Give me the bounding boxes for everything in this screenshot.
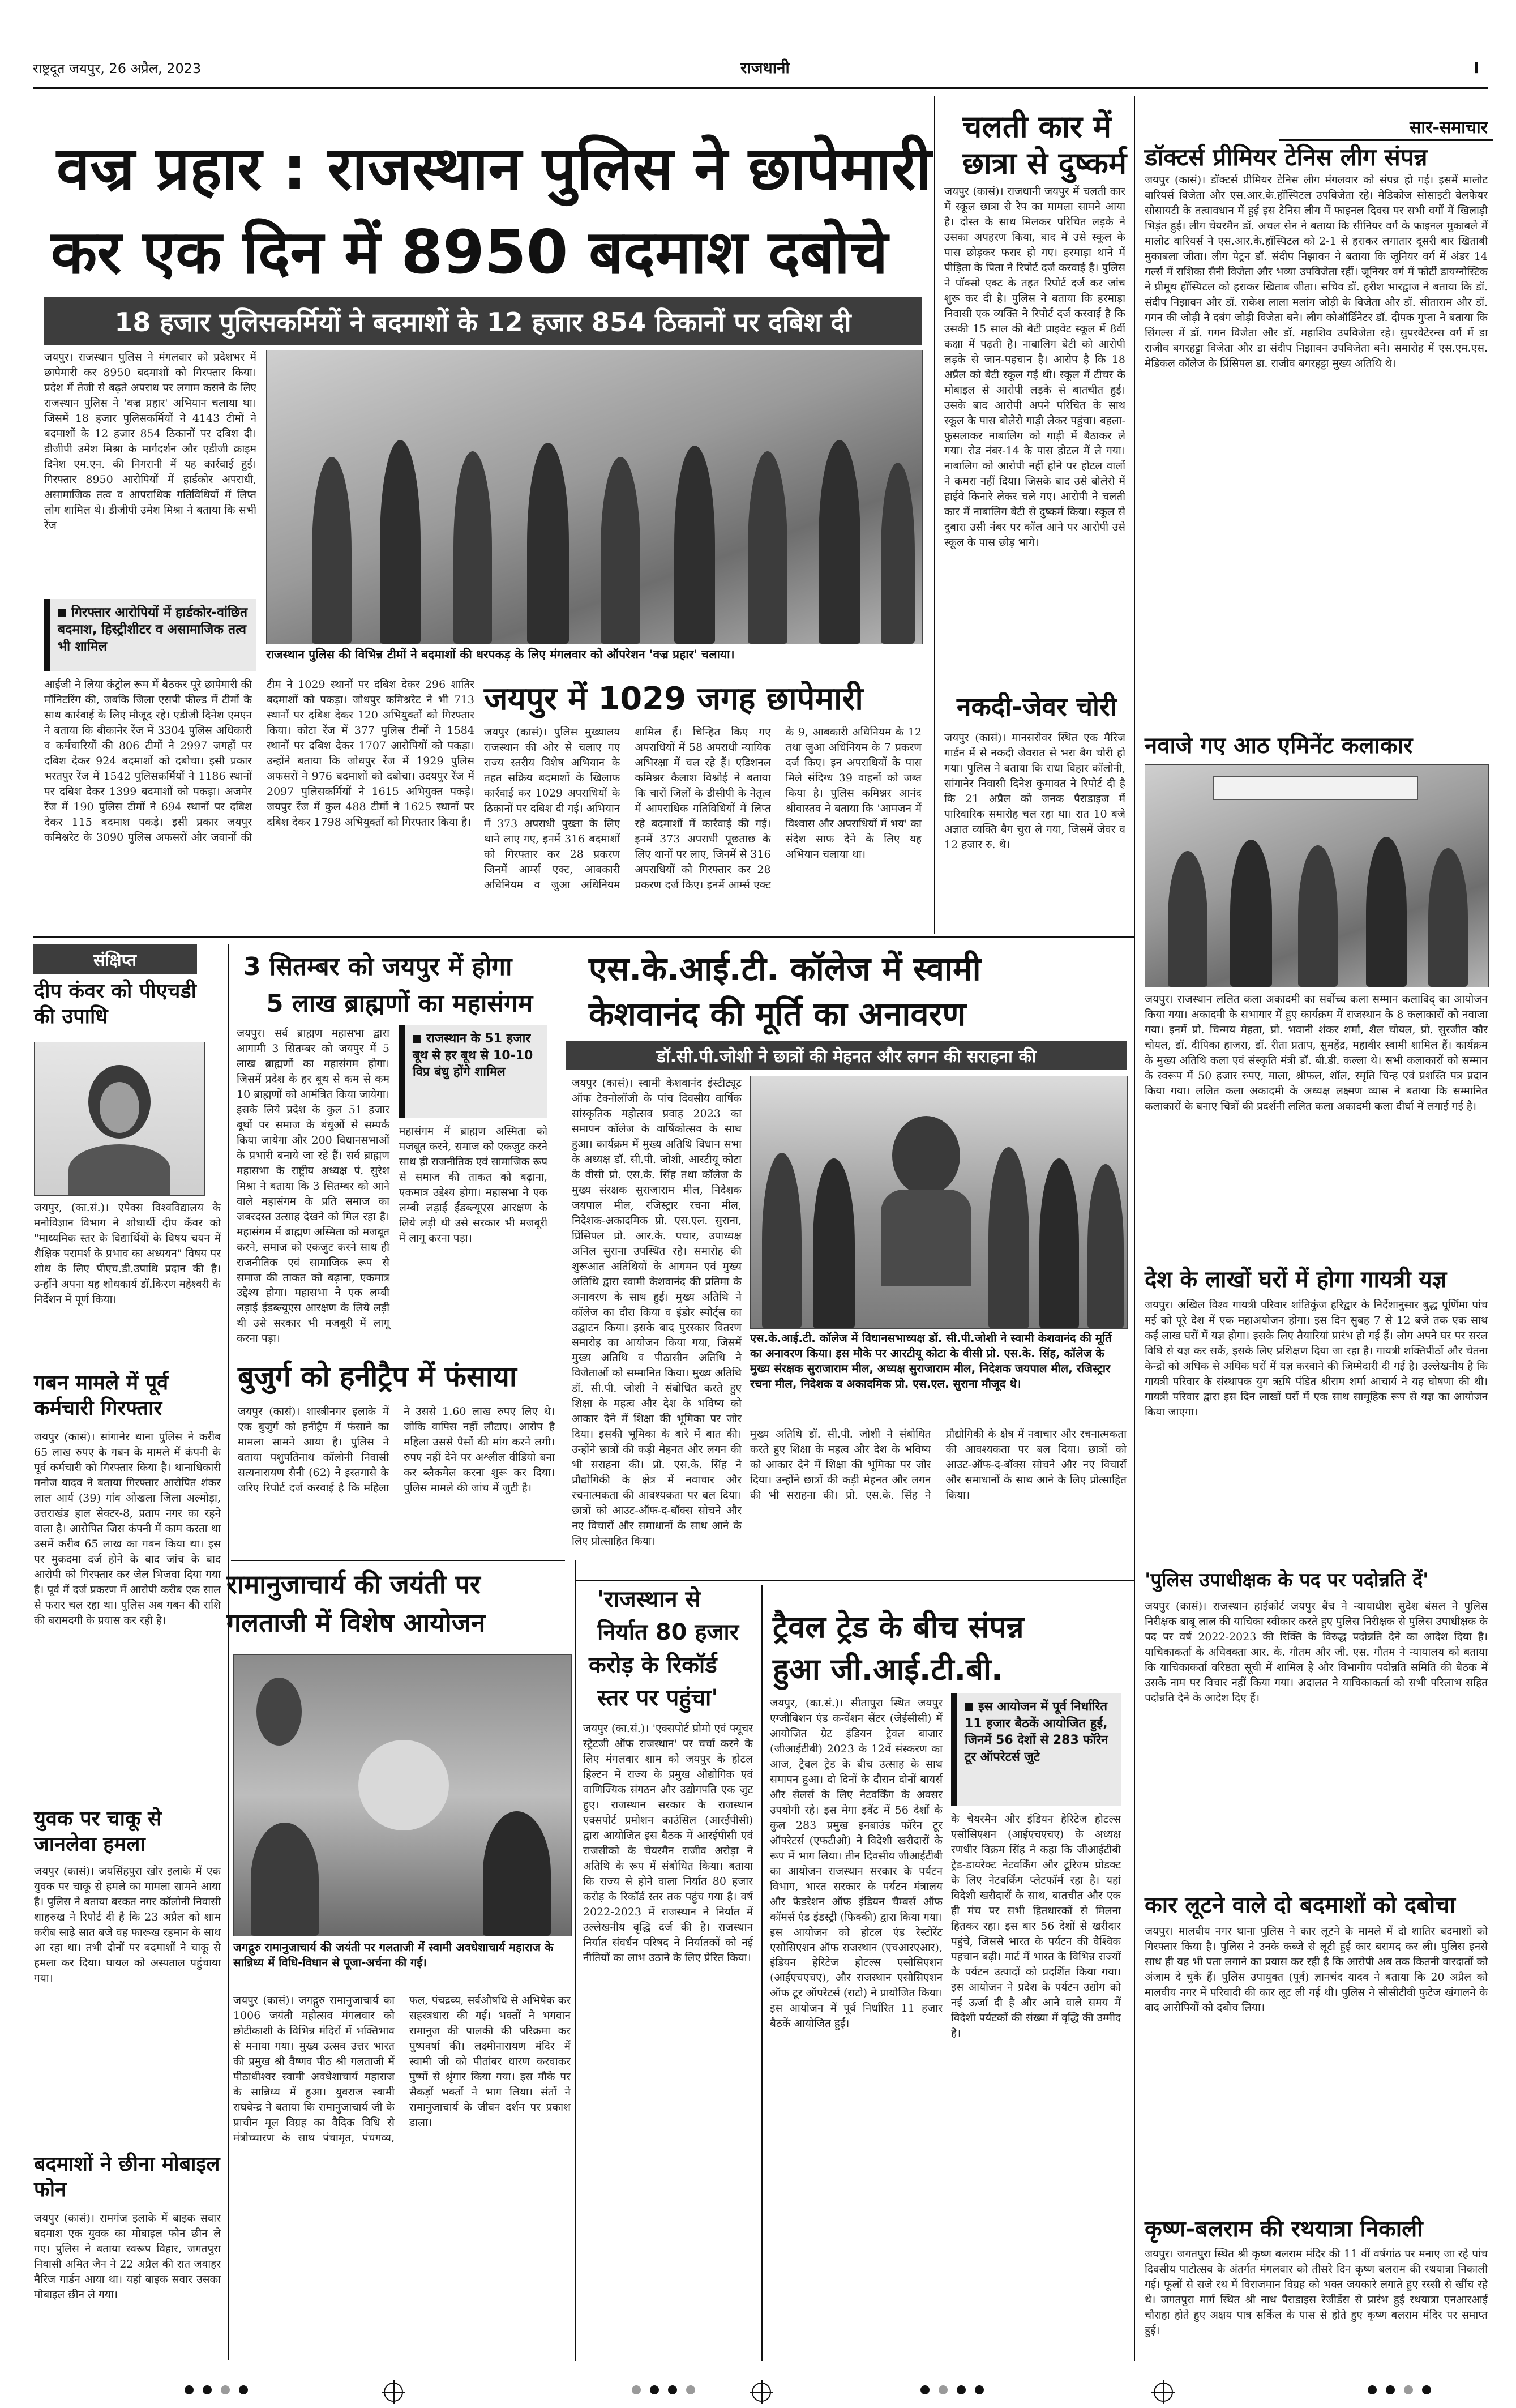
sankshipt-label: संक्षिप्त (33, 944, 197, 974)
lead-subhead: गिरफ्तार आरोपियों में हार्डकोर-वांछित बदमाश, हिस्ट्रीशीटर व असामाजिक तत्व भी शामिल (44, 599, 256, 671)
sar-samachar-label: सार-समाचार (1279, 113, 1493, 141)
mobile-headline: बदमाशों ने छीना मोबाइल फोन (34, 2153, 220, 2201)
keshavanand-rule (575, 1580, 1134, 1581)
deep-kanwar-photo (34, 1042, 205, 1196)
honeytrap-rule (231, 1560, 565, 1561)
keshavanand-headline-2: केशवानंद की मूर्ति का अनावरण (589, 995, 966, 1033)
cash-theft-body: जयपुर (कासं)। मानसरोवर स्थित एक मैरिज गार्डन में से नकदी जेवरात से भरा बैग चोरी हो गया। पुलिस ने बताया कि राधा विहार कॉलोनी, सांगानेर निवासी दिनेश कुमावत ने रिपोर्ट दी है कि 21 अप्रैल को जनक पैराडाइज में पारिवारिक समारोह चल रहा था। रात 10 बजे अज्ञात व्यक्ति बैग चुरा ले गया, जिसमें जेवर व 12 हजार रु. थे। (944, 732, 1125, 851)
honeytrap-body: जयपुर (कासं)। शास्त्रीनगर इलाके में एक बुजुर्ग को हनीट्रैप में फंसाने का मामला सामने आया है। पुलिस ने बताया पशुपतिनाथ कॉलोनी निवासी सत्यनारायण सैनी (62) ने इस्तगासे के जरिए रिपोर्ट दर्ज करवाई है कि महिला ने उससे 1.60 लाख रुपए लिए थे। जोकि वापिस नहीं लौटाए। आरोप है महिला उससे पैसों की मांग करने लगी। रुपए नहीं देने पर अश्लील वीडियो बना कर ब्लैकमेल करना शुरू कर दिया। पुलिस मामले की जांच में जुटी है। (238, 1405, 555, 1494)
footer-dots-left (180, 2385, 252, 2397)
brahmin-body: जयपुर। सर्व ब्राह्मण महासभा द्वारा आगामी 3 सितम्बर को जयपुर में 5 लाख ब्राह्मणों का महासंगम होगा। जिसमें प्रदेश के हर बूथ से कम से कम 10 ब्राह्मणों को आमंत्रित किया जायेगा। इसके लिये प्रदेश के कुल 51 हजार बूथों पर समाज के बंधुओं से सम्पर्क किया जायेगा और 200 विधानसभाओं के प्रभारी बनाये जा रहे हैं। सर्व ब्राह्मण महासभा के राष्ट्रीय अध्यक्ष पं. सुरेश मिश्रा ने बताया कि 3 सितम्बर को आने वाले महासंगम के प्रति समाज का जबरदस्त उत्साह देखने को मिल रहा है। महासंगम में ब्राह्मण अस्मिता को मजबूत करने, समाज को एकजुट करने साथ ही राजनीतिक एवं सामाजिक रूप से समाज की ताकत को बढ़ाना, एकमात्र उद्देश्य होगा। महासभा ने एक लम्बी लड़ाई ईडब्ल्यूएस आरक्षण के लिये लड़ी थी उसे सरकार भी मजबूरी में लागू करना पड़ा। (237, 1027, 389, 1345)
ramanuj-headline-1: रामानुजाचार्य की जयंती पर (226, 1569, 481, 1599)
brahmin-box: राजस्थान के 51 हजार बूथ से हर बूथ से 10-10 विप्र बंधु होंगे शामिल (399, 1025, 547, 1118)
column-rule-5 (761, 1585, 763, 2361)
export-body: जयपुर (का.सं.)। 'एक्सपोर्ट प्रोमो एवं फ्यूचर स्ट्रेटजी ऑफ राजस्थान' पर चर्चा करने के लिए मंगलवार शाम को जयपुर के होटल हिल्टन में राज्य के प्रमुख औद्योगिक एवं वाणिज्यिक संगठन और उद्योगपति एक जुट हुए। राजस्थान सरकार के राजस्थान एक्सपोर्ट प्रमोशन काउंसिल (आरईपीसी) द्वारा आयोजित इस बैठक में आरईपीसी एवं राजसीको के चेयरमैन राजीव अरोड़ा ने अतिथि के रूप में संबोधित किया। बताया कि राज्य से होने वाला निर्यात 80 हजार करोड़ के रिकॉर्ड स्तर तक पहुंच गया है। वर्ष 2022-2023 में राजस्थान ने निर्यात में उल्लेखनीय वृद्धि दर्ज की है। राजस्थान निर्यात संवर्धन परिषद ने निर्यातकों को नई नीतियों का लाभ उठाने के लिए प्रेरित किया। (583, 1722, 753, 1964)
rath-body: जयपुर। जगतपुरा स्थित श्री कृष्ण बलराम मंदिर की 11 वीं वर्षगांठ पर मनाए जा रहे पांच दिवसीय पाटोत्सव के अंतर्गत मंगलवार को तीसरे दिन कृष्ण बलराम की रथयात्रा निकाली गई। फूलों से सजे रथ में विराजमान विग्रह को भक्त जयकारे लगाते हुए रस्सी से खींच रहे थे। जगतपुरा मार्ग स्थित श्री नाथ पैराडाइस रेजीडेंस से प्रारंभ हुई रथयात्रा एनआरआई चौराहा होते हुए अक्षय पात्र सर्किल के पास से होते हुए कृष्ण बलराम मंदिर पर समाप्त हुई। (1145, 2248, 1488, 2337)
jaipur-raid-headline: जयपुर में 1029 जगह छापेमारी (484, 681, 863, 717)
loot-headline: कार लूटने वाले दो बदमाशों को दबोचा (1145, 1892, 1455, 1918)
car-molest-body: जयपुर (कासं)। राजधानी जयपुर में चलती कार में स्कूल छात्रा से रेप का मामला सामने आया है। दोस्त के साथ मिलकर परिचित लड़के ने उसका अपहरण किया, बाद में उसे स्कूल के पास छोड़कर फरार हो गए। हरमाड़ा थाने में पीड़िता के पिता ने रिपोर्ट दर्ज करवाई है। पुलिस ने पॉक्सो एक्ट के तहत रिपोर्ट दर्ज कर जांच शुरू कर दी है। पुलिस ने बताया कि हरमाड़ा निवासी एक व्यक्ति ने रिपोर्ट दर्ज करवाई है कि उसकी 15 साल की बेटी प्राइवेट स्कूल में 8वीं कक्षा में पढ़ती है। नाबालिग बेटी को आरोपी लड़के से जान-पहचान है। आरोप है कि 18 अप्रैल को बेटी स्कूल गई थी। स्कूल में टीचर के मोबाइल से आरोपी लड़के से बातचीत हुई। उसके बाद आरोपी अपने परिचित के साथ स्कूल के पास बोलेरो गाड़ी लेकर पहुंचा। बहला-फुसलाकर नाबालिग को गाड़ी में बैठाकर ले गया। रोड नंबर-14 के पास होटल में ले गया। नाबालिग को आरोपी नहीं होने पर होटल वालों ने कमरा नहीं दिया। जिसके बाद उसे बोलेरो में हाईवे किनारे लेकर चले गए। आरोपी ने चलती कार में नाबालिग बेटी से दुष्कर्म किया। स्कूल से दुबारा उसी नंबर पर कॉल आने पर आरोपी उसे स्कूल के पास छोड़ भागे। (944, 185, 1125, 549)
tennis-body: जयपुर (कासं)। डॉक्टर्स प्रीमियर टेनिस लीग मंगलवार को संपन्न हो गई। इसमें मालोट वारियर्स विजेता और एस.आर.के.हॉस्पिटल उपविजेता रहे। मेडिकोज सोसाइटी वेलफेयर सोसायटी के तत्वावधान में हुई इस टेनिस लीग में फाइनल दिवस पर सभी वर्गों में खिलाड़ी भिड़ंत हुई। लीग चेयरमैन डॉ. अचल सेन ने बताया कि सीनियर वर्ग के फाइनल मुकाबले में मालोट वारियर्स ने एस.आर.के.हॉस्पिटल को 2-1 से हराकर लगातार दूसरी बार खिताबी मुकाबला जीता। लीग पेट्रन डॉ. संदीप निझावन ने बताया कि जूनियर वर्ग में अंडर 14 गर्ल्स में राशिका सैनी विजेता और भव्या उपविजेता रहीं। जूनियर वर्ग में फोर्टी डायग्नोस्टिक ने प्रीमूथ हॉस्पिटल को हराकर खिताब जीता। सचिव डॉ. हरीश भारद्वाज ने बताया कि डॉ. संदीप निझावन और डॉ. राकेश लाला मलांग जोड़ी के विजेता और डॉ. सीताराम और डॉ. गगन की जोड़ी ने दबंग जोड़ी विजेता बने। लीग कोऑर्डिनेटर डॉ. दीपक गुप्ता ने बताया कि सिंगल्स में डॉ. गगन विजेता और डॉ. महाशिव उपविजेता रहे। सुपरवेटेरन्स वर्ग में डा राजीव बगरहट्टा विजेता और डा संदीप निझावन उपविजेता बने। समारोह में एस.एम.एस. मेडिकल कॉलेज के प्रिंसिपल डा. राजीव बगरहट्टा मुख्य अतिथि थे। (1145, 174, 1488, 370)
lead-body-2: आईजी ने लिया कंट्रोल रूम में बैठकर पूरे छापेमारी की मॉनिटरिंग की, जबकि जिला एसपी फील्ड में टीमों के साथ कार्रवाई के लिए मौजूद रहे। एडीजी दिनेश एमएन ने बताया कि बीकानेर रेंज में 3304 पुलिस अधिकारी व कर्मचारियों की 806 टीमों ने 2997 जगहों पर दबिश देकर 924 बदमाशों को दबोचा। इसी प्रकार भरतपुर रेंज में 1542 पुलिसकर्मियों ने 1186 स्थानों पर दबिश देकर 1399 बदमाशों को पकड़ा। अजमेर रेंज में 190 पुलिस टीमों ने 694 स्थानों पर दबिश देकर 115 बदमाश पकड़े। इसी प्रकार जयपुर कमिश्नरेट के 3090 पुलिस अफसरों और जवानों की टीम ने 1029 स्थानों पर दबिश देकर 296 शातिर बदमाशों को पकड़ा। जोधपुर कमिश्नरेट ने भी 713 स्थानों पर दबिश देकर 120 अभियुक्तों को गिरफ्तार किया। कोटा रेंज में 377 पुलिस टीमों ने 1584 स्थानों पर दबिश देकर 1707 आरोपियों को पकड़ा। उन्होंने बताया कि जोधपुर रेंज में 1929 पुलिस अफसरों ने 976 बदमाशों को दबोचा। उदयपुर रेंज में 2097 पुलिसकर्मियों ने 1615 अभियुक्त पकड़े। जयपुर रेंज में कुल 488 टीमों ने 1625 स्थानों पर दबिश देकर 1798 अभियुक्तों को गिरफ्तार किया है। (44, 678, 474, 844)
lead-headline-2: कर एक दिन में 8950 बदमाश दबोचे (51, 217, 888, 287)
phd-body: जयपुर, (का.सं.)। एपेक्स विश्वविद्यालय के मनोविज्ञान विभाग ने शोधार्थी दीप कँवर को "माध्यमिक स्तर के विद्यार्थियों के विषय चयन में शैक्षिक परामर्श के प्रभाव का अध्ययन" विषय पर शोध के लिए पीएच.डी.उपाधि प्रदान की है। उन्होंने अपना यह शोधकार्य डॉ.किरण महेश्वरी के निर्देशन में पूर्ण किया। (34, 1201, 221, 1306)
bullet-square (965, 1703, 973, 1711)
column-rule-4 (575, 1560, 576, 2361)
knife-body: जयपुर (कासं)। जयसिंहपुरा खोर इलाके में एक युवक पर चाकू से हमले का मामला सामने आया है। पुलिस ने बताया बरकत नगर कॉलोनी निवासी शाहरुख ने रिपोर्ट दी है कि 23 अप्रैल को शाम करीब साढ़े सात बजे वह फारूख रहमान के साथ आ रहा था। तभी दोनों पर बदमाशों ने चाकू से हमला कर दिया। घायल को अस्पताल पहुंचाया गया। (34, 1865, 221, 1984)
header-rule (33, 87, 1488, 89)
travel-box: इस आयोजन में पूर्व निर्धारित 11 हजार बैठकें आयोजित हुईं, जिनमें 56 देशों से 283 फॉरेन टूर ऑपरेटर्स जुटे (951, 1693, 1121, 1806)
footer-dots-far-right (1363, 2385, 1436, 2397)
awards-body: जयपुर। राजस्थान ललित कला अकादमी का सर्वोच्च कला सम्मान कलाविद् का आयोजन किया गया। अकादमी के सभागार में हुए कार्यक्रम में राजस्थान के 8 कलाकारों को नवाजा गया। इनमें प्रो. चिन्मय मेहता, प्रो. भवानी शंकर शर्मा, शैल चोयल, प्रो. सुरजीत कौर चोयल, डॉ. दीपिका हाजरा, डॉ. रीता प्रताप, सुमहेंद्र, महावीर स्वामी शामिल हैं। कार्यक्रम के मुख्य अतिथि कला एवं संस्कृति मंत्री डॉ. बी.डी. कल्ला थे। सभी कलाकारों को सम्मान के स्वरूप में 50 हजार रुपए, माला, श्रीफल, शॉल, स्मृति चिन्ह एवं प्रशस्ति पत्र प्रदान किया गया। ललित कला अकादमी के अध्यक्ष लक्ष्मण व्यास ने बताया कि सम्मानित कलाकारों के बनाए चित्रों की प्रदर्शनी ललित कला अकादमी कला दीर्घा में लगाई गई है। (1145, 993, 1488, 1113)
honeytrap-headline: बुजुर्ग को हनीट्रैप में फंसाया (238, 1360, 517, 1393)
embezzle-body: जयपुर (कासं)। सांगानेर थाना पुलिस ने करीब 65 लाख रुपए के गबन के मामले में कंपनी के पूर्व कर्मचारी को गिरफ्तार किया है। थानाधिकारी मनोज यादव ने बताया गिरफ्तार आरोपित शंकर लाल आर्य (39) गांव ओखला जिला अल्मोड़ा, उत्तराखंड हाल सेक्टर-8, प्रताप नगर का रहने वाला है। आरोपित जिस कंपनी में काम करता था उसमें करीब 65 लाख का गबन किया था। इस पर मुकदमा दर्ज होने के बाद जांच के बाद आरोपी को गिरफ्तार कर जेल भिजवा दिया गया है। पूर्व में दर्ज प्रकरण में आरोपी करीब एक साल से फरार चल रहा था। पुलिस अब गबन की राशि की बरामदगी के प्रयास कर रही है। (34, 1431, 221, 1627)
car-molest-headline-1: चलती कार में (962, 109, 1112, 144)
gayatri-headline: देश के लाखों घरों में होगा गायत्री यज्ञ (1145, 1267, 1447, 1293)
column-rule-2 (1134, 96, 1135, 2361)
export-headline-1: 'राजस्थान से (597, 1586, 701, 1613)
footer-dots-right (916, 2385, 988, 2397)
ramanuj-headline-2: गलताजी में विशेष आयोजन (226, 1607, 486, 1638)
tennis-headline: डॉक्टर्स प्रीमियर टेनिस लीग संपन्न (1145, 143, 1428, 171)
travel-body: जयपुर, (का.सं.)। सीतापुरा स्थित जयपुर एग्जीबिशन एंड कन्वेंशन सेंटर (जेईसीसी) में आयोजित ग्रेट इंडियन ट्रेवल बाजार (जीआईटीबी) 2023 के 12वें संस्करण का आज, ट्रैवल ट्रेड के बीच उत्साह के साथ समापन हुआ। दो दिनों के दौरान दोनों बायर्स और सेलर्स के लिए नेटवर्किंग के अवसर उपयोगी रहे। इस मेगा इवेंट में 56 देशों के कुल 283 प्रमुख इनबाउंड फॉरेन टूर ऑपरेटर्स (एफटीओ) ने विदेशी खरीदारों के रूप में भाग लिया। तीन दिवसीय जीआईटीबी का आयोजन राजस्थान सरकार के पर्यटन विभाग, भारत सरकार के पर्यटन मंत्रालय और फेडरेशन ऑफ इंडियन चैम्बर्स ऑफ कॉमर्स एंड इंडस्ट्री (फिक्की) द्वारा किया गया। इस आयोजन को होटल एंड रेस्टोरेंट एसोसिएशन ऑफ राजस्थान (एचआरएआर), इंडियन हेरिटेज होटल्स एसोसिएशन (आईएचएचए), और राजस्थान एसोसिएशन ऑफ टूर ऑपरेटर्स (राटो) ने प्रायोजित किया। इस आयोजन में पूर्व निर्धारित 11 हजार बैठकें आयोजित हुईं। (770, 1697, 943, 2030)
police-photo-caption: राजस्थान पुलिस की विभिन्न टीमों ने बदमाशों की धरपकड़ के लिए मंगलवार को ऑपरेशन 'वज्र प्रहार' चलाया। (266, 648, 735, 661)
brahmin-body-2: महासंगम में ब्राह्मण अस्मिता को मजबूत करने, समाज को एकजुट करने साथ ही राजनीतिक एवं सामाजिक रूप से समाज की ताकत को बढ़ाना, एकमात्र उद्देश्य होगा। महासभा ने एक लम्बी लड़ाई ईडब्ल्यूएस आरक्षण के लिये लड़ी थी उसे सरकार भी मजबूरी में लागू करना पड़ा। (399, 1125, 547, 1244)
cash-theft-headline: नकदी-जेवर चोरी (957, 691, 1117, 722)
export-headline-4: स्तर पर पहुंचा' (597, 1685, 718, 1711)
registration-mark-center (752, 2383, 771, 2404)
keshavanand-photo-caption: एस.के.आई.टी. कॉलेज में विधानसभाध्यक्ष डॉ. सी.पी.जोशी ने स्वामी केशवानंद की मूर्ति का अनावरण किया। इस मौके पर आरटीयू कोटा के वीसी प्रो. एस.के. सिंह, कॉलेज के मुख्य संरक्षक सुराजाराम मील, अध्यक्ष सुराजाराम मील, निदेशक जयपाल मील, रजिस्ट्रार रचना मील, निदेशक व अकादमिक प्रो. एस.एल. सुराना मौजूद थे। (750, 1331, 1112, 1391)
keshavanand-body-col1: जयपुर (कासं)। स्वामी केशवानंद इंस्टीट्यूट ऑफ टेक्नोलॉजी के पांच दिवसीय वार्षिक सांस्कृतिक महोत्सव प्रवाह 2023 का समापन कॉलेज के वार्षिकोत्सव के साथ हुआ। कार्यक्रम में मुख्य अतिथि विधान सभा के अध्यक्ष डॉ. सी.पी. जोशी, आरटीयू कोटा के वीसी प्रो. एस.के. सिंह तथा कॉलेज के मुख्य संरक्षक सुराजाराम मील, निदेशक जयपाल मील, रजिस्ट्रार रचना मील, निदेशक-अकादमिक प्रो. एस.एल. सुराना, प्रिंसिपल प्रो. आर.के. पचार, उपाध्यक्ष अनिल सुराना उपस्थित रहे। समारोह की शुरूआत अतिथियों के आगमन एवं मुख्य अतिथि द्वारा स्वामी केशवानंद की प्रतिमा के अनावरण के साथ हुई। मुख्य अतिथि ने कॉलेज का दौरा किया व इंडोर स्पोर्ट्स का उद्घाटन किया। इसके बाद पुरस्कार वितरण समारोह का आयोजन किया गया, जिसमें मुख्य अतिथि व पीठासीन अतिथि ने विजेताओं को सम्मानित किया। मुख्य अतिथि डॉ. सी.पी. जोशी ने संबोधित करते हुए शिक्षा के महत्व और देश के भविष्य को आकार देने में शिक्षा की भूमिका पर जोर दिया। इसकी भूमिका के बारे में बात की। उन्होंने छात्रों की कड़ी मेहनत और लगन की भी सराहना की। प्रो. एस.के. सिंह ने प्रौद्योगिकी के क्षेत्र में नवाचार और रचनात्मकता की आवश्यकता पर बल दिया। छात्रों को आउट-ऑफ-द-बॉक्स सोचने और नए विचारों और समाधानों के साथ आने के लिए प्रोत्साहित किया। (572, 1077, 742, 1548)
lead-headline-1: वज्र प्रहार : राजस्थान पुलिस ने छापेमारी (57, 134, 932, 203)
footer-marks (33, 2381, 1488, 2403)
registration-mark-left (384, 2383, 403, 2404)
travel-body-2: के चेयरमैन और इंडियन हेरिटेज होटल्स एसोसिएशन (आईएचएचए) के अध्यक्ष रणधीर विक्रम सिंह ने कहा कि जीआईटीबी ट्रेड-डायरेक्ट नेटवर्किंग और टूरिज्म प्रोडक्ट के लिए नेटवर्किंग प्लेटफॉर्म रहा है। यहां विदेशी खरीदारों के साथ, बातचीत और एक ही मंच पर सभी हितधारकों से मिलना हितकर रहा। इस बार 56 देशों से खरीदार पहुंचे, जिससे भारत के पर्यटन की वैश्विक पहचान बढ़ी। मार्ट में भारत के विभिन्न राज्यों के पर्यटन उत्पादों को प्रदर्शित किया गया। इस आयोजन ने प्रदेश के पर्यटन उद्योग को नई ऊर्जा दी है और आने वाले समय में विदेशी पर्यटकों की संख्या में वृद्धि की उम्मीद है। (951, 1813, 1121, 2039)
column-rule-3 (228, 944, 229, 2360)
travel-headline-1: ट्रैवल ट्रेड के बीच संपन्न (773, 1609, 1024, 1645)
export-headline-3: करोड़ के रिकॉर्ड (589, 1652, 717, 1678)
embezzle-headline: गबन मामले में पूर्व कर्मचारी गिरफ्तार (34, 1371, 169, 1420)
keshavanand-headline-1: एस.के.आई.टी. कॉलेज में स्वामी (589, 949, 981, 988)
police-promotion-headline: 'पुलिस उपाधीक्षक के पद पर पदोन्नति दें' (1145, 1569, 1429, 1592)
mobile-body: जयपुर (कासं)। रामगंज इलाके में बाइक सवार बदमाश एक युवक का मोबाइल फोन छीन ले गए। पुलिस ने बताया स्वरूप विहार, जगतपुरा निवासी अमित जैन ने 22 अप्रैल की रात जवाहर मैरिज गार्डन आया था। यहां बाइक सवार उसका मोबाइल छीन ले गया। (34, 2212, 221, 2301)
export-headline-2: निर्यात 80 हजार (597, 1619, 739, 1645)
car-molest-headline-2: छात्रा से दुष्कर्म (962, 146, 1127, 181)
header-section: राजधानी (740, 58, 790, 77)
ramanuj-photo-caption: जगद्गुरु रामानुजाचार्य की जयंती पर गलताजी में स्वामी अवधेशाचार्य महाराज के सान्निध्य में विधि-विधान से पूजा-अर्चना की गई। (233, 1940, 554, 1969)
header-date: राष्ट्रदूत जयपुर, 26 अप्रैल, 2023 (33, 61, 202, 76)
keshavanand-deck: डॉ.सी.पी.जोशी ने छात्रों की मेहनत और लगन की सराहना की (566, 1041, 1127, 1070)
awards-headline: नवाजे गए आठ एमिनेंट कलाकार (1145, 733, 1413, 759)
keshavanand-photo (750, 1076, 1128, 1329)
lead-deck: 18 हजार पुलिसकर्मियों ने बदमाशों के 12 हजार 854 ठिकानों पर दबिश दी (44, 297, 922, 345)
footer-dots-center (627, 2385, 700, 2397)
police-promotion-body: जयपुर (कासं)। राजस्थान हाईकोर्ट जयपुर बैंच ने न्यायाधीश सुदेश बंसल ने पुलिस निरीक्षक बाबू लाल की याचिका स्वीकार करते हुए पुलिस निरीक्षक से पुलिस उपाधीक्षक के पद पर वर्ष 2022-2023 की रिक्ति के विरुद्ध पदोन्नति देने का आदेश दिया है। याचिकाकर्ता के अधिवक्ता आर. के. गौतम और जी. एस. गौतम ने न्यायालय को बताया कि याचिकाकर्ता वरिष्ठता सूची में शामिल है और विभागीय पदोन्नति समिति की बैठक में उसके नाम पर विचार नहीं किया गया। अदालत ने याचिकाकर्ता को सभी परिलाभ सहित पदोन्नति देने के आदेश दिए हैं। (1145, 1600, 1488, 1704)
bullet-square (58, 609, 66, 617)
awards-photo (1145, 764, 1489, 987)
police-photo (266, 350, 923, 644)
page-header (33, 58, 1483, 85)
mid-rule (33, 936, 1134, 938)
knife-headline: युवक पर चाकू से जानलेवा हमला (34, 1807, 162, 1856)
column-rule-1 (934, 96, 935, 934)
brahmin-headline-2: 5 लाख ब्राह्मणों का महासंगम (266, 989, 533, 1018)
ramanuj-body: जयपुर (कासं)। जगद्गुरु रामानुजाचार्य का 1006 जयंती महोत्सव मंगलवार को छोटीकाशी के विभिन्न मंदिरों में भक्तिभाव से मनाया गया। मुख्य उत्सव उत्तर भारत की प्रमुख श्री वैष्णव पीठ श्री गलताजी में पीठाधीश्वर स्वामी अवधेशाचार्य महाराज के सान्निध्य में हुआ। युवराज स्वामी राघवेन्द्र ने बताया कि रामानुजाचार्य जी के प्राचीन मूल विग्रह का वैदिक विधि से मंत्रोच्चारण के साथ पंचामृत, पंचगव्य, फल, पंचद्रव्य, सर्वऔषधि से अभिषेक कर सहस्त्रधारा की गई। भक्तों ने भगवान रामानुज की पालकी की परिक्रमा कर पुष्पवर्षा की। लक्ष्मीनारायण मंदिर में स्वामी जी को पीतांबर धारण करवाकर पुष्पों से श्रृंगार किया गया। इस मौके पर सैकड़ों भक्तों ने भाग लिया। संतों ने रामानुजाचार्य के जीवन दर्शन पर प्रकाश डाला। (233, 1994, 571, 2144)
jaipur-raid-body: जयपुर (कासं)। पुलिस मुख्यालय राजस्थान की ओर से चलाए गए राज्य स्तरीय विशेष अभियान के तहत सक्रिय बदमाशों के खिलाफ कार्रवाई कर 1029 अपराधियों के ठिकानों पर दबिश दी गई। अभियान में 373 अपराधी पुख्ता के लिए थाने लाए गए, इनमें 316 बदमाशों को गिरफ्तार कर 28 प्रकरण जिनमें आर्म्स एक्ट, आबकारी अधिनियम व जुआ अधिनियम शामिल हैं। चिन्हित किए गए अपराधियों में 58 अपराधी न्यायिक अभिरक्षा में चल रहे हैं। एडिशनल कमिश्नर कैलाश विश्नोई ने बताया कि चारों जिलों के डीसीपी के नेतृत्व में आपराधिक गतिविधियों में लिप्त रहे बदमाशों में कार्रवाई की गई। इनमें 373 अपराधी पूछताछ के लिए थानों पर लाए, जिनमें से 316 अपराधियों को गिरफ्तार कर 28 प्रकरण दर्ज किए। इनमें आर्म्स एक्ट के 9, आबकारी अधिनियम के 12 तथा जुआ अधिनियम के 7 प्रकरण दर्ज किए। इन अपराधियों के पास मिले संदिग्ध 39 वाहनों को जब्त किया है। पुलिस कमिश्नर आनंद श्रीवास्तव ने बताया कि 'आमजन में विश्वास और अपराधियों में भय' का संदेश साफ देने के लिए यह अभियान चलाया था। (484, 726, 922, 891)
keshavanand-body-cont: मुख्य अतिथि डॉ. सी.पी. जोशी ने संबोधित करते हुए शिक्षा के महत्व और देश के भविष्य को आकार देने में शिक्षा की भूमिका पर जोर दिया। उन्होंने छात्रों की कड़ी मेहनत और लगन की भी सराहना की। प्रो. एस.के. सिंह ने प्रौद्योगिकी के क्षेत्र में नवाचार और रचनात्मकता की आवश्यकता पर बल दिया। छात्रों को आउट-ऑफ-द-बॉक्स सोचने और नए विचारों और समाधानों के साथ आने के लिए प्रोत्साहित किया। (750, 1428, 1127, 1502)
loot-body: जयपुर। मालवीय नगर थाना पुलिस ने कार लूटने के मामले में दो शातिर बदमाशों को गिरफ्तार किया है। पुलिस ने उनके कब्जे से लूटी हुई कार बरामद कर ली। पुलिस इनसे साथ ही यह भी पता लगाने का प्रयास कर रही है कि आरोपी अब तक कितनी वारदातों को अंजाम दे चुके हैं। पुलिस उपायुक्त (पूर्व) ज्ञानचंद यादव ने बताया कि 20 अप्रैल को मालवीय नगर में परिवादी की कार लूट ली गई थी। पुलिस ने सीसीटीवी फुटेज खंगालने के बाद आरोपियों को दबोच लिया। (1145, 1925, 1488, 2014)
phd-headline: दीप कंवर को पीएचडी की उपाधि (34, 980, 196, 1028)
travel-headline-2: हुआ जी.आई.टी.बी. (773, 1652, 1003, 1687)
rath-headline: कृष्ण-बलराम की रथयात्रा निकाली (1145, 2216, 1423, 2242)
registration-mark-right (1154, 2383, 1173, 2404)
lead-body-intro: जयपुर। राजस्थान पुलिस ने मंगलवार को प्रदेशभर में छापेमारी कर 8950 बदमाशों को गिरफ्तार किया। प्रदेश में तेजी से बढ़ते अपराध पर लगाम कसने के लिए राजस्थान पुलिस ने 'वज्र प्रहार' अभियान चलाया था। जिसमें 18 हजार पुलिसकर्मियों ने 4143 टीमों ने बदमाशों के 12 हजार 854 ठिकानों पर दबिश दी। डीजीपी उमेश मिश्रा के मार्गदर्शन और एडीजी क्राइम दिनेश एम.एन. की निगरानी में यह कार्रवाई हुई। गिरफ्तार 8950 आरोपियों में हार्डकोर अपराधी, असामाजिक तत्व व आपराधिक गतिविधियों में लिप्त लोग शामिल थे। डीजीपी उमेश मिश्रा ने बताया कि सभी रेंज (44, 351, 256, 532)
gayatri-body: जयपुर। अखिल विश्व गायत्री परिवार शांतिकुंज हरिद्वार के निर्देशानुसार बुद्ध पूर्णिमा पांच मई को पूरे देश में एक महाअयोजन होगा। इस दिन सुबह 7 से 12 बजे तक एक साथ कई लाख घरों में यज्ञ होगा। इसके लिए तैयारियां प्रारंभ हो गई हैं। लोग अपने घर पर सरल विधि से यज्ञ कर सकें, इसके लिए प्रशिक्षण दिया जा रहा है। गायत्री शक्तिपीठों और चेतना केन्द्रों को अधिक से अधिक घरों में यज्ञ करवाने की जिम्मेदारी दी गई है। उल्लेखनीय है कि गायत्री परिवार के संस्थापक युग ऋषि पंडित श्रीराम शर्मा आचार्य ने यह घोषणा की थी। गायत्री परिवार द्वारा इस दिन लाखों घरों में एक साथ सामूहिक रूप से यज्ञ का आयोजन किया जाएगा। (1145, 1299, 1488, 1418)
header-page-number: I (1474, 58, 1480, 77)
brahmin-headline-1: 3 सितम्बर को जयपुर में होगा (243, 952, 512, 981)
ramanuj-photo (233, 1654, 572, 1936)
